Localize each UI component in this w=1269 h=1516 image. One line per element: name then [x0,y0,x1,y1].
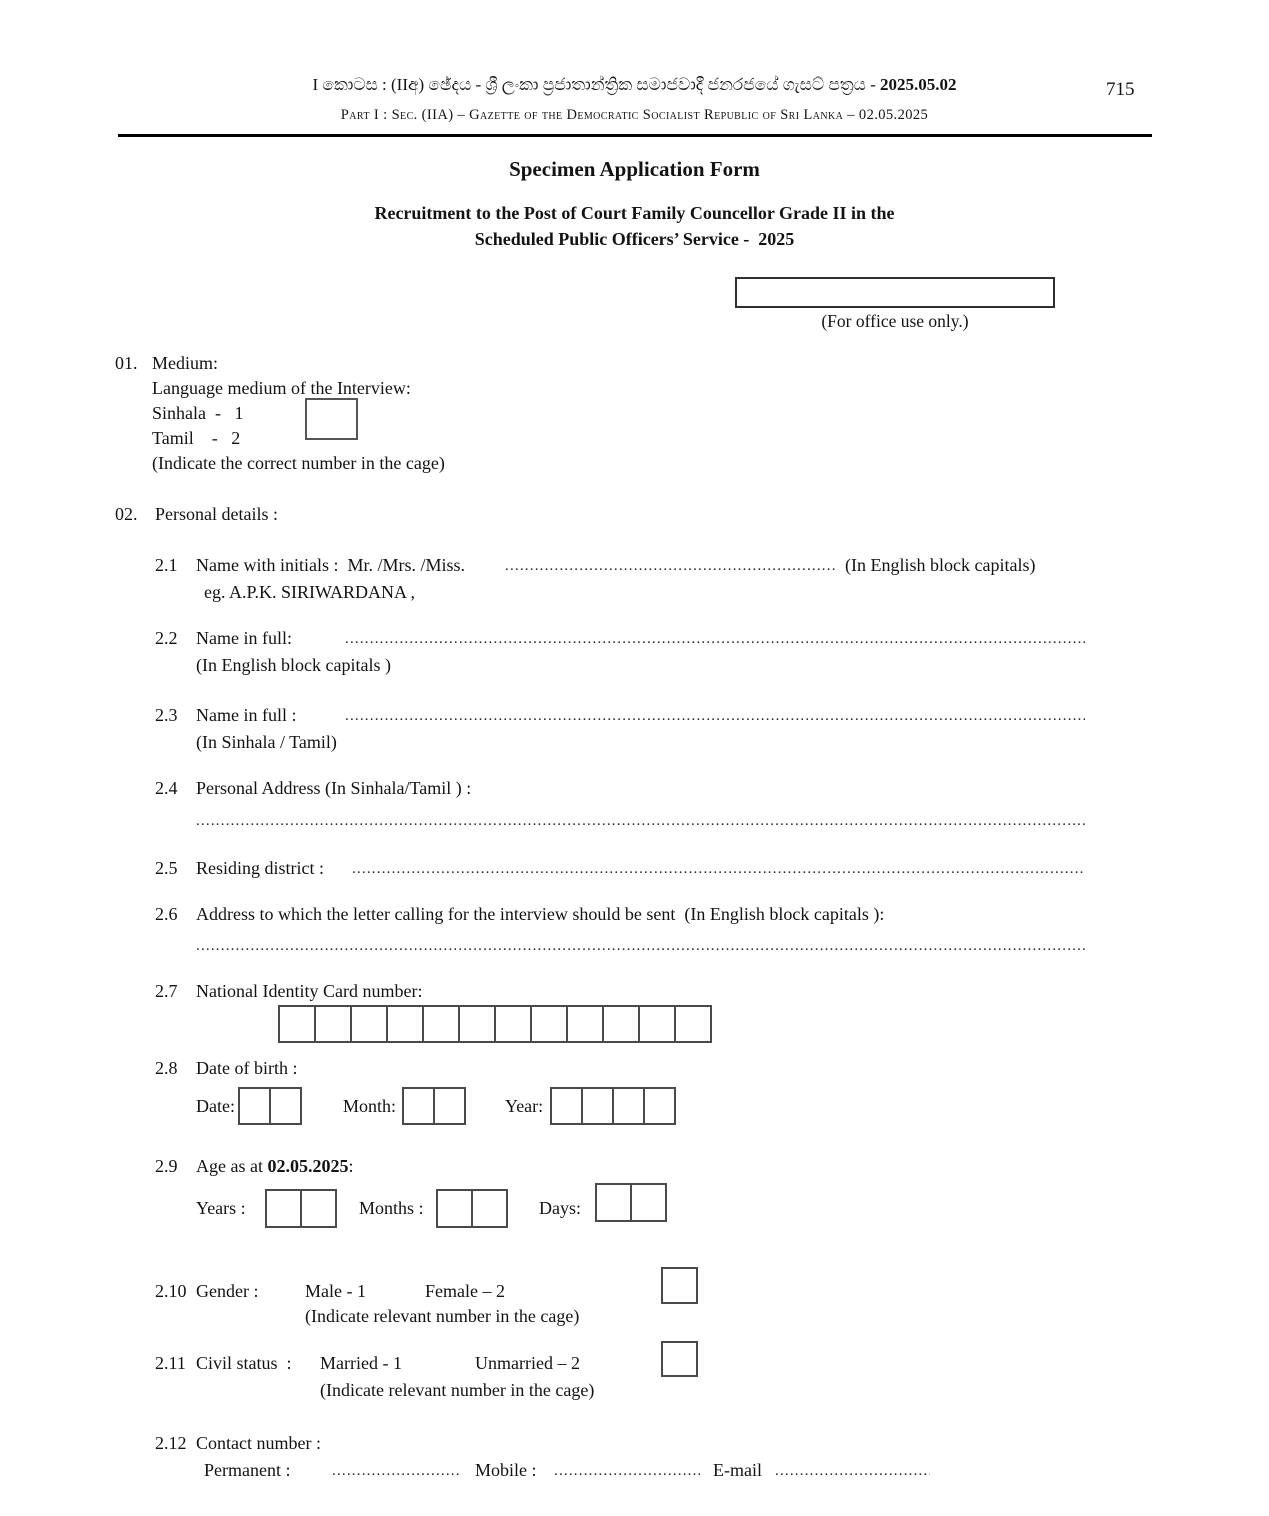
header-sinhala-text: I කොටස : (IIඅ) ඡේදය - ශ්‍රී ලංකා ප්‍රජාතාන්ත්‍රික සමාජවාදී ජනරජයේ ගැසට් පත්‍රය - [312,75,881,94]
dob-date-cell [238,1087,271,1125]
civil-option-unmarried: Unmarried – 2 [475,1353,580,1373]
contact-email-label: E-mail [713,1460,762,1480]
dob-date-label: Date: [196,1096,235,1116]
age-years-cell [265,1189,302,1228]
q2-9-label-prefix: Age as at [196,1156,268,1176]
q2-11-number: 2.11 [155,1353,186,1373]
nic-cell [278,1005,316,1043]
q2-6-number: 2.6 [155,904,178,924]
q2-11-label: Civil status : [196,1353,292,1373]
q2-2-fill-line [345,630,1085,650]
dob-month-label: Month: [343,1096,397,1116]
contact-mobile-line [554,1462,700,1482]
gender-option-female: Female – 2 [425,1281,505,1301]
section-02-title: Personal details : [155,504,278,524]
age-years-label: Years : [196,1198,246,1218]
dob-year-cell [550,1087,583,1125]
subtitle-line2: Scheduled Public Officers’ Service - 2025 [474,229,795,249]
q2-3-label: Name in full : [196,705,297,725]
q2-10-number: 2.10 [155,1281,187,1301]
gender-cage [661,1267,698,1304]
q2-5-number: 2.5 [155,858,178,878]
nic-cell [422,1005,460,1043]
contact-permanent-label: Permanent : [204,1460,291,1480]
q2-1-number: 2.1 [155,555,178,575]
age-months-boxes [436,1189,508,1228]
q2-4-number: 2.4 [155,778,178,798]
q2-5-label: Residing district : [196,858,329,878]
q2-4-fill-line [196,812,1085,832]
q2-10-label: Gender : [196,1281,259,1301]
contact-permanent-line [332,1462,460,1482]
medium-cage [305,398,358,440]
header-sinhala-line [0,74,1269,95]
medium-instruction: Language medium of the Interview: [152,378,411,398]
dob-date-boxes [238,1087,302,1125]
nic-cell [530,1005,568,1043]
q2-12-label: Contact number : [196,1433,321,1453]
nic-cell [638,1005,676,1043]
civil-option-married: Married - 1 [320,1353,402,1373]
nic-cell [674,1005,712,1043]
page-title: Specimen Application Form [509,157,760,181]
page-number: 715 [1106,79,1135,100]
q2-5-fill-line [352,860,1085,880]
contact-email-line [775,1462,930,1482]
dob-month-cell [402,1087,435,1125]
dob-year-cell [581,1087,614,1125]
nic-grid [278,1005,712,1043]
header-sinhala-date: 2025.05.02 [880,75,957,94]
age-years-boxes [265,1189,337,1228]
medium-option-tamil: Tamil - 2 [152,428,241,448]
section-02-number: 02. [115,504,138,524]
medium-note: (Indicate the correct number in the cage) [152,453,445,473]
nic-cell [350,1005,388,1043]
nic-cell [566,1005,604,1043]
age-days-cell [630,1183,667,1222]
q2-4-label: Personal Address (In Sinhala/Tamil ) : [196,778,472,798]
header-english-line: Part I : Sec. (IIA) – Gazette of the Democratic Socialist Republic of Sri Lanka – 02.05.2025 [340,107,929,123]
nic-cell [314,1005,352,1043]
q2-9-label-date: 02.05.2025 [267,1156,349,1176]
q2-11-note: (Indicate relevant number in the cage) [320,1380,595,1400]
q2-8-number: 2.8 [155,1058,178,1078]
q2-10-note: (Indicate relevant number in the cage) [305,1306,580,1326]
dob-date-cell [269,1087,302,1125]
dob-year-boxes [550,1087,676,1125]
q2-2-note: (In English block capitals ) [196,655,391,675]
contact-mobile-label: Mobile : [475,1460,537,1480]
q2-3-fill-line [345,707,1085,727]
office-use-caption: (For office use only.) [821,311,969,331]
q2-8-label: Date of birth : [196,1058,298,1078]
section-01-title: Medium: [152,353,218,373]
q2-9-label-suffix: : [348,1156,354,1176]
q2-1-suffix: (In English block capitals) [845,555,1036,575]
gender-option-male: Male - 1 [305,1281,366,1301]
age-months-label: Months : [359,1198,424,1218]
q2-12-number: 2.12 [155,1433,187,1453]
age-months-cell [436,1189,473,1228]
civil-status-cage [661,1341,698,1377]
q2-9-label [196,1155,354,1178]
q2-3-number: 2.3 [155,705,178,725]
subtitle-line1: Recruitment to the Post of Court Family Councellor Grade II in the [374,203,895,223]
age-days-label: Days: [539,1198,581,1218]
header-rule [118,134,1152,137]
nic-cell [602,1005,640,1043]
q2-9-number: 2.9 [155,1156,178,1176]
nic-cell [494,1005,532,1043]
q2-6-fill-line [196,937,1085,957]
dob-year-cell [612,1087,645,1125]
age-days-boxes [595,1183,667,1222]
age-months-cell [471,1189,508,1228]
nic-cell [458,1005,496,1043]
q2-1-label: Name with initials : Mr. /Mrs. /Miss. [196,555,466,575]
q2-2-number: 2.2 [155,628,178,648]
dob-year-label: Year: [505,1096,544,1116]
q2-3-note: (In Sinhala / Tamil) [196,732,337,752]
nic-cell [386,1005,424,1043]
q2-7-label: National Identity Card number: [196,981,423,1001]
q2-6-label: Address to which the letter calling for the interview should be sent (In English block capitals ): [196,904,885,924]
age-days-cell [595,1183,632,1222]
dob-year-cell [643,1087,676,1125]
q2-1-fill-line [505,557,835,577]
section-01-number: 01. [115,353,138,373]
dob-month-cell [433,1087,466,1125]
dob-month-boxes [402,1087,466,1125]
age-years-cell [300,1189,337,1228]
q2-7-number: 2.7 [155,981,178,1001]
q2-2-label: Name in full: [196,628,292,648]
office-use-box [735,277,1055,308]
q2-1-example: eg. A.P.K. SIRIWARDANA , [204,582,416,602]
medium-option-sinhala: Sinhala - 1 [152,403,244,423]
